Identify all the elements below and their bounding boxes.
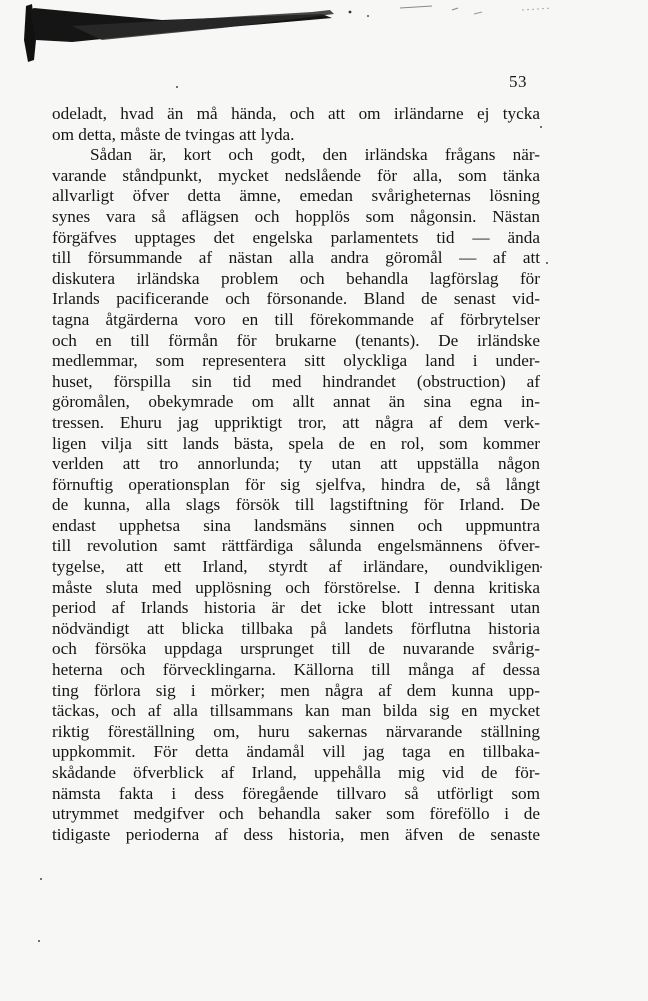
text-line: tressen. Ehuru jag uppriktigt tror, att några af dem verk- <box>52 412 540 432</box>
text-line: synes vara så aflägsen och hopplös som någonsin. Nästan <box>52 206 540 226</box>
scan-speck <box>38 940 40 942</box>
scan-speck <box>176 86 178 88</box>
text-line: skådande öfverblick af Irland, uppehålla mig vid de för- <box>52 763 540 782</box>
text-line: heterna och förvecklingarna. Källorna till många af dessa <box>52 660 540 680</box>
text-line: utrymmet medgifver och behandla saker som föreföllo i de <box>52 804 540 824</box>
scan-speck <box>540 566 542 568</box>
text-line: tygelse, att ett Irland, styrdt af irländare, oundvikligen <box>52 557 540 577</box>
text-line: ligen vilja sitt lands bästa, spela de en rol, som kommer <box>52 433 540 453</box>
text-line: varande ståndpunkt, mycket nedslående för alla, som tänka <box>52 165 540 185</box>
text-line: göromålen, obekymrade om allt annat än sina egna in- <box>52 392 540 412</box>
text-line: nämsta fakta i dess föregående tillvaro så utförligt som <box>52 783 540 803</box>
text-line: allvarligt öfver detta ämne, emedan svårigheternas lösning <box>52 186 540 206</box>
text-line: förgäfves upptages det engelska parlamentets tid — ända <box>52 227 540 247</box>
text-line: täckas, och af alla tillsammans kan man bilda sig en mycket <box>52 701 540 721</box>
text-line: tagna åtgärderna voro en till förekommande af förbrytelser <box>52 309 540 329</box>
text-line: nödvändigt att blicka tillbaka på landets förflutna historia <box>52 618 540 638</box>
text-line: till försummande af nästan alla andra göromål — af att <box>52 248 540 268</box>
page-number: 53 <box>509 72 527 91</box>
text-line: period af Irlands historia är det icke blott intressant utan <box>52 598 540 618</box>
text-line: förnuftig operationsplan för sig sjelfva, hindra de, så långt <box>52 474 540 494</box>
text-line: och en till förmån för brukarne (tenants). De irländske <box>52 330 540 350</box>
text-line: Irlands pacificerande och försonande. Bland de senast vid- <box>52 289 540 309</box>
text-line: om detta, måste de tvingas att lyda. <box>52 124 295 144</box>
scan-speck <box>546 262 548 264</box>
text-line: medlemmar, som representera sitt olyckliga land i under- <box>52 351 540 371</box>
body-text <box>52 104 540 845</box>
scan-speck <box>40 878 42 880</box>
text-line: endast upphetsa sina landsmäns sinnen och uppmuntra <box>52 515 540 535</box>
text-line: ting förlora sig i mörker; men några af dem kunna upp- <box>52 680 540 700</box>
text-line: Sådan är, kort och godt, den irländska frågans när- <box>90 145 540 165</box>
scan-artifact <box>12 0 648 70</box>
text-line: riktig föreställning om, huru sakernas närvarande ställning <box>52 721 540 741</box>
text-line: de kunna, alla slags försök till lagstiftning för Irland. De <box>52 495 540 515</box>
text-line: uppkommit. För detta ändamål vill jag taga en tillbaka- <box>52 742 540 762</box>
text-line: till revolution samt rättfärdiga sålunda engelsmännens öfver- <box>52 536 540 556</box>
text-line: och försöka uppdaga ursprunget till de nuvarande svårig- <box>52 639 540 659</box>
text-line: tidigaste perioderna af dess historia, men äfven de senaste <box>52 824 540 844</box>
text-line: diskutera irländska problem och behandla lagförslag för <box>52 268 540 288</box>
text-line: huset, förspilla sin tid med hindrandet (obstruction) af <box>52 371 540 391</box>
text-line: måste sluta med upplösning och förstörelse. I denna kritiska <box>52 577 540 597</box>
scan-speck <box>540 126 542 128</box>
text-line: verlden att tro annorlunda; ty utan att uppställa någon <box>52 454 540 474</box>
text-line: odeladt, hvad än må hända, och att om irländarne ej tycka <box>52 104 540 123</box>
